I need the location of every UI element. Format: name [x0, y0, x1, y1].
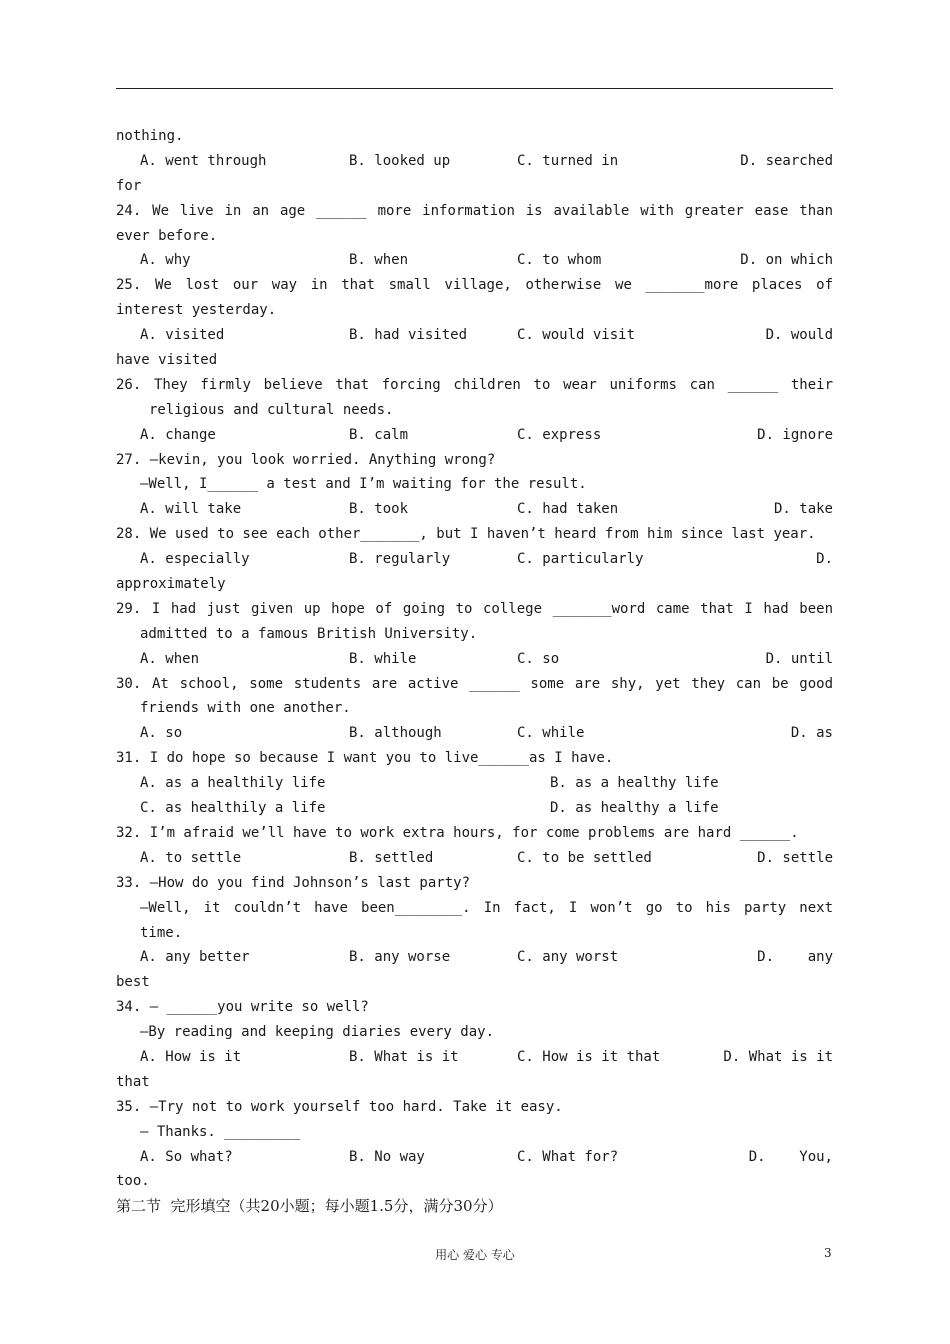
text-line: ever before.: [116, 227, 218, 244]
answer-option: D. as: [790, 725, 833, 742]
answer-option: A. as a healthily life: [140, 775, 326, 792]
text-line: admitted to a famous British University.: [140, 625, 478, 642]
answer-option: D. on which: [740, 252, 833, 269]
answer-option: A. will take: [140, 501, 242, 518]
answer-option: B. regularly: [349, 551, 451, 568]
answer-option: D. until: [765, 650, 833, 667]
text-line: have visited: [116, 352, 218, 369]
answer-option: A. visited: [140, 327, 225, 344]
answer-option: B. took: [349, 501, 409, 518]
answer-option: B. as a healthy life: [550, 775, 719, 792]
answer-option: C. any worst: [517, 949, 619, 966]
text-line: time.: [140, 924, 183, 941]
option-row: [116, 547, 833, 572]
answer-option: B. when: [349, 252, 409, 269]
answer-option: B. while: [349, 650, 417, 667]
text-line: 34. — ______you write so well?: [116, 999, 369, 1016]
text-line: interest yesterday.: [116, 302, 277, 319]
answer-option: D. searched: [740, 152, 833, 169]
text-line: nothing.: [116, 128, 184, 144]
text-line: 27. —kevin, you look worried. Anything wrong?: [116, 451, 496, 468]
answer-option: C. so: [517, 650, 560, 667]
text-line: religious and cultural needs.: [149, 401, 394, 418]
text-line: 29. I had just given up hope of going to college _______word came that I had been: [116, 600, 833, 617]
answer-option: A. especially: [140, 551, 250, 568]
text-line: —By reading and keeping diaries every day.: [140, 1024, 495, 1041]
text-line: approximately: [116, 576, 226, 593]
answer-option: D. take: [773, 501, 833, 518]
answer-option: B. had visited: [349, 327, 468, 344]
option-row: [116, 1045, 833, 1070]
option-row: [116, 423, 833, 448]
answer-option: D. ignore: [757, 426, 833, 443]
answer-option: C. express: [517, 426, 602, 443]
text-line: —Well, I______ a test and I’m waiting for the result.: [140, 476, 587, 493]
section-heading: 第二节 完形填空（共20小题；每小题1.5分，满分30分）: [116, 1197, 503, 1216]
page-number: 3: [824, 1246, 832, 1260]
answer-option: C. What for?: [517, 1148, 619, 1165]
text-line: 30. At school, some students are active ______ some are shy, yet they can be good: [116, 675, 833, 692]
answer-option: B. No way: [349, 1148, 425, 1165]
footer-motto: 用心 爱心 专心: [435, 1248, 515, 1262]
text-line: 25. We lost our way in that small village, otherwise we _______more places of: [116, 277, 833, 294]
option-row: [116, 796, 833, 821]
text-line: too.: [116, 1173, 150, 1190]
answer-option: A. went through: [140, 152, 267, 169]
text-line: 31. I do hope so because I want you to live______as I have.: [116, 750, 614, 767]
answer-option: B. although: [349, 725, 442, 742]
text-line: 33. —How do you find Johnson’s last party?: [116, 874, 471, 891]
answer-option: A. How is it: [140, 1048, 242, 1065]
answer-option: C. turned in: [517, 152, 619, 169]
answer-option: C. while: [517, 725, 585, 742]
text-line: best: [116, 974, 150, 991]
answer-option: C. would visit: [517, 327, 636, 344]
option-row: [116, 1145, 833, 1170]
text-line: that: [116, 1073, 150, 1090]
answer-option: A. why: [140, 252, 191, 269]
answer-option: C. to whom: [517, 252, 602, 269]
question-content: [116, 124, 833, 1219]
text-line: —Well, it couldn’t have been________. In fact, I won’t go to his party next: [140, 899, 833, 916]
answer-option: A. to settle: [140, 849, 242, 866]
answer-option: B. calm: [349, 426, 409, 443]
answer-option: B. What is it: [349, 1048, 459, 1065]
option-row: [116, 497, 833, 522]
answer-option: D. What is it: [723, 1048, 833, 1065]
answer-option: B. any worse: [349, 949, 451, 966]
answer-option: C. particularly: [517, 551, 644, 568]
answer-option: D. any: [757, 949, 833, 966]
answer-option: B. looked up: [349, 152, 451, 169]
option-row: [116, 721, 833, 746]
answer-option: A. change: [140, 426, 216, 443]
option-row: [116, 323, 833, 348]
answer-option: C. How is it that: [517, 1048, 661, 1065]
answer-option: D. would: [765, 327, 833, 344]
answer-option: C. as healthily a life: [140, 800, 326, 817]
answer-option: D. settle: [757, 849, 833, 866]
option-row: [116, 149, 833, 174]
option-row: [116, 647, 833, 672]
text-line: 24. We live in an age ______ more information is available with greater ease than: [116, 202, 833, 219]
option-row: [116, 846, 833, 871]
text-line: — Thanks. _________: [140, 1123, 301, 1140]
answer-option: D.: [816, 551, 833, 568]
text-line: for: [116, 177, 142, 194]
header-rule: [116, 88, 833, 89]
answer-option: A. So what?: [140, 1148, 233, 1165]
option-row: [116, 945, 833, 970]
answer-option: D. You,: [748, 1148, 833, 1165]
text-line: friends with one another.: [140, 700, 351, 717]
answer-option: A. any better: [140, 949, 250, 966]
text-line: 32. I’m afraid we’ll have to work extra hours, for come problems are hard ______.: [116, 824, 799, 841]
text-line: 28. We used to see each other_______, but I haven’t heard from him since last year.: [116, 526, 816, 543]
answer-option: A. when: [140, 650, 200, 667]
answer-option: C. to be settled: [517, 849, 652, 866]
answer-option: B. settled: [349, 849, 434, 866]
option-row: [116, 771, 833, 796]
answer-option: A. so: [140, 725, 183, 742]
answer-option: C. had taken: [517, 501, 619, 518]
answer-option: D. as healthy a life: [550, 800, 719, 817]
text-line: 35. —Try not to work yourself too hard. Take it easy.: [116, 1098, 563, 1115]
option-row: [116, 248, 833, 273]
text-line: 26. They firmly believe that forcing children to wear uniforms can ______ their: [116, 376, 833, 393]
